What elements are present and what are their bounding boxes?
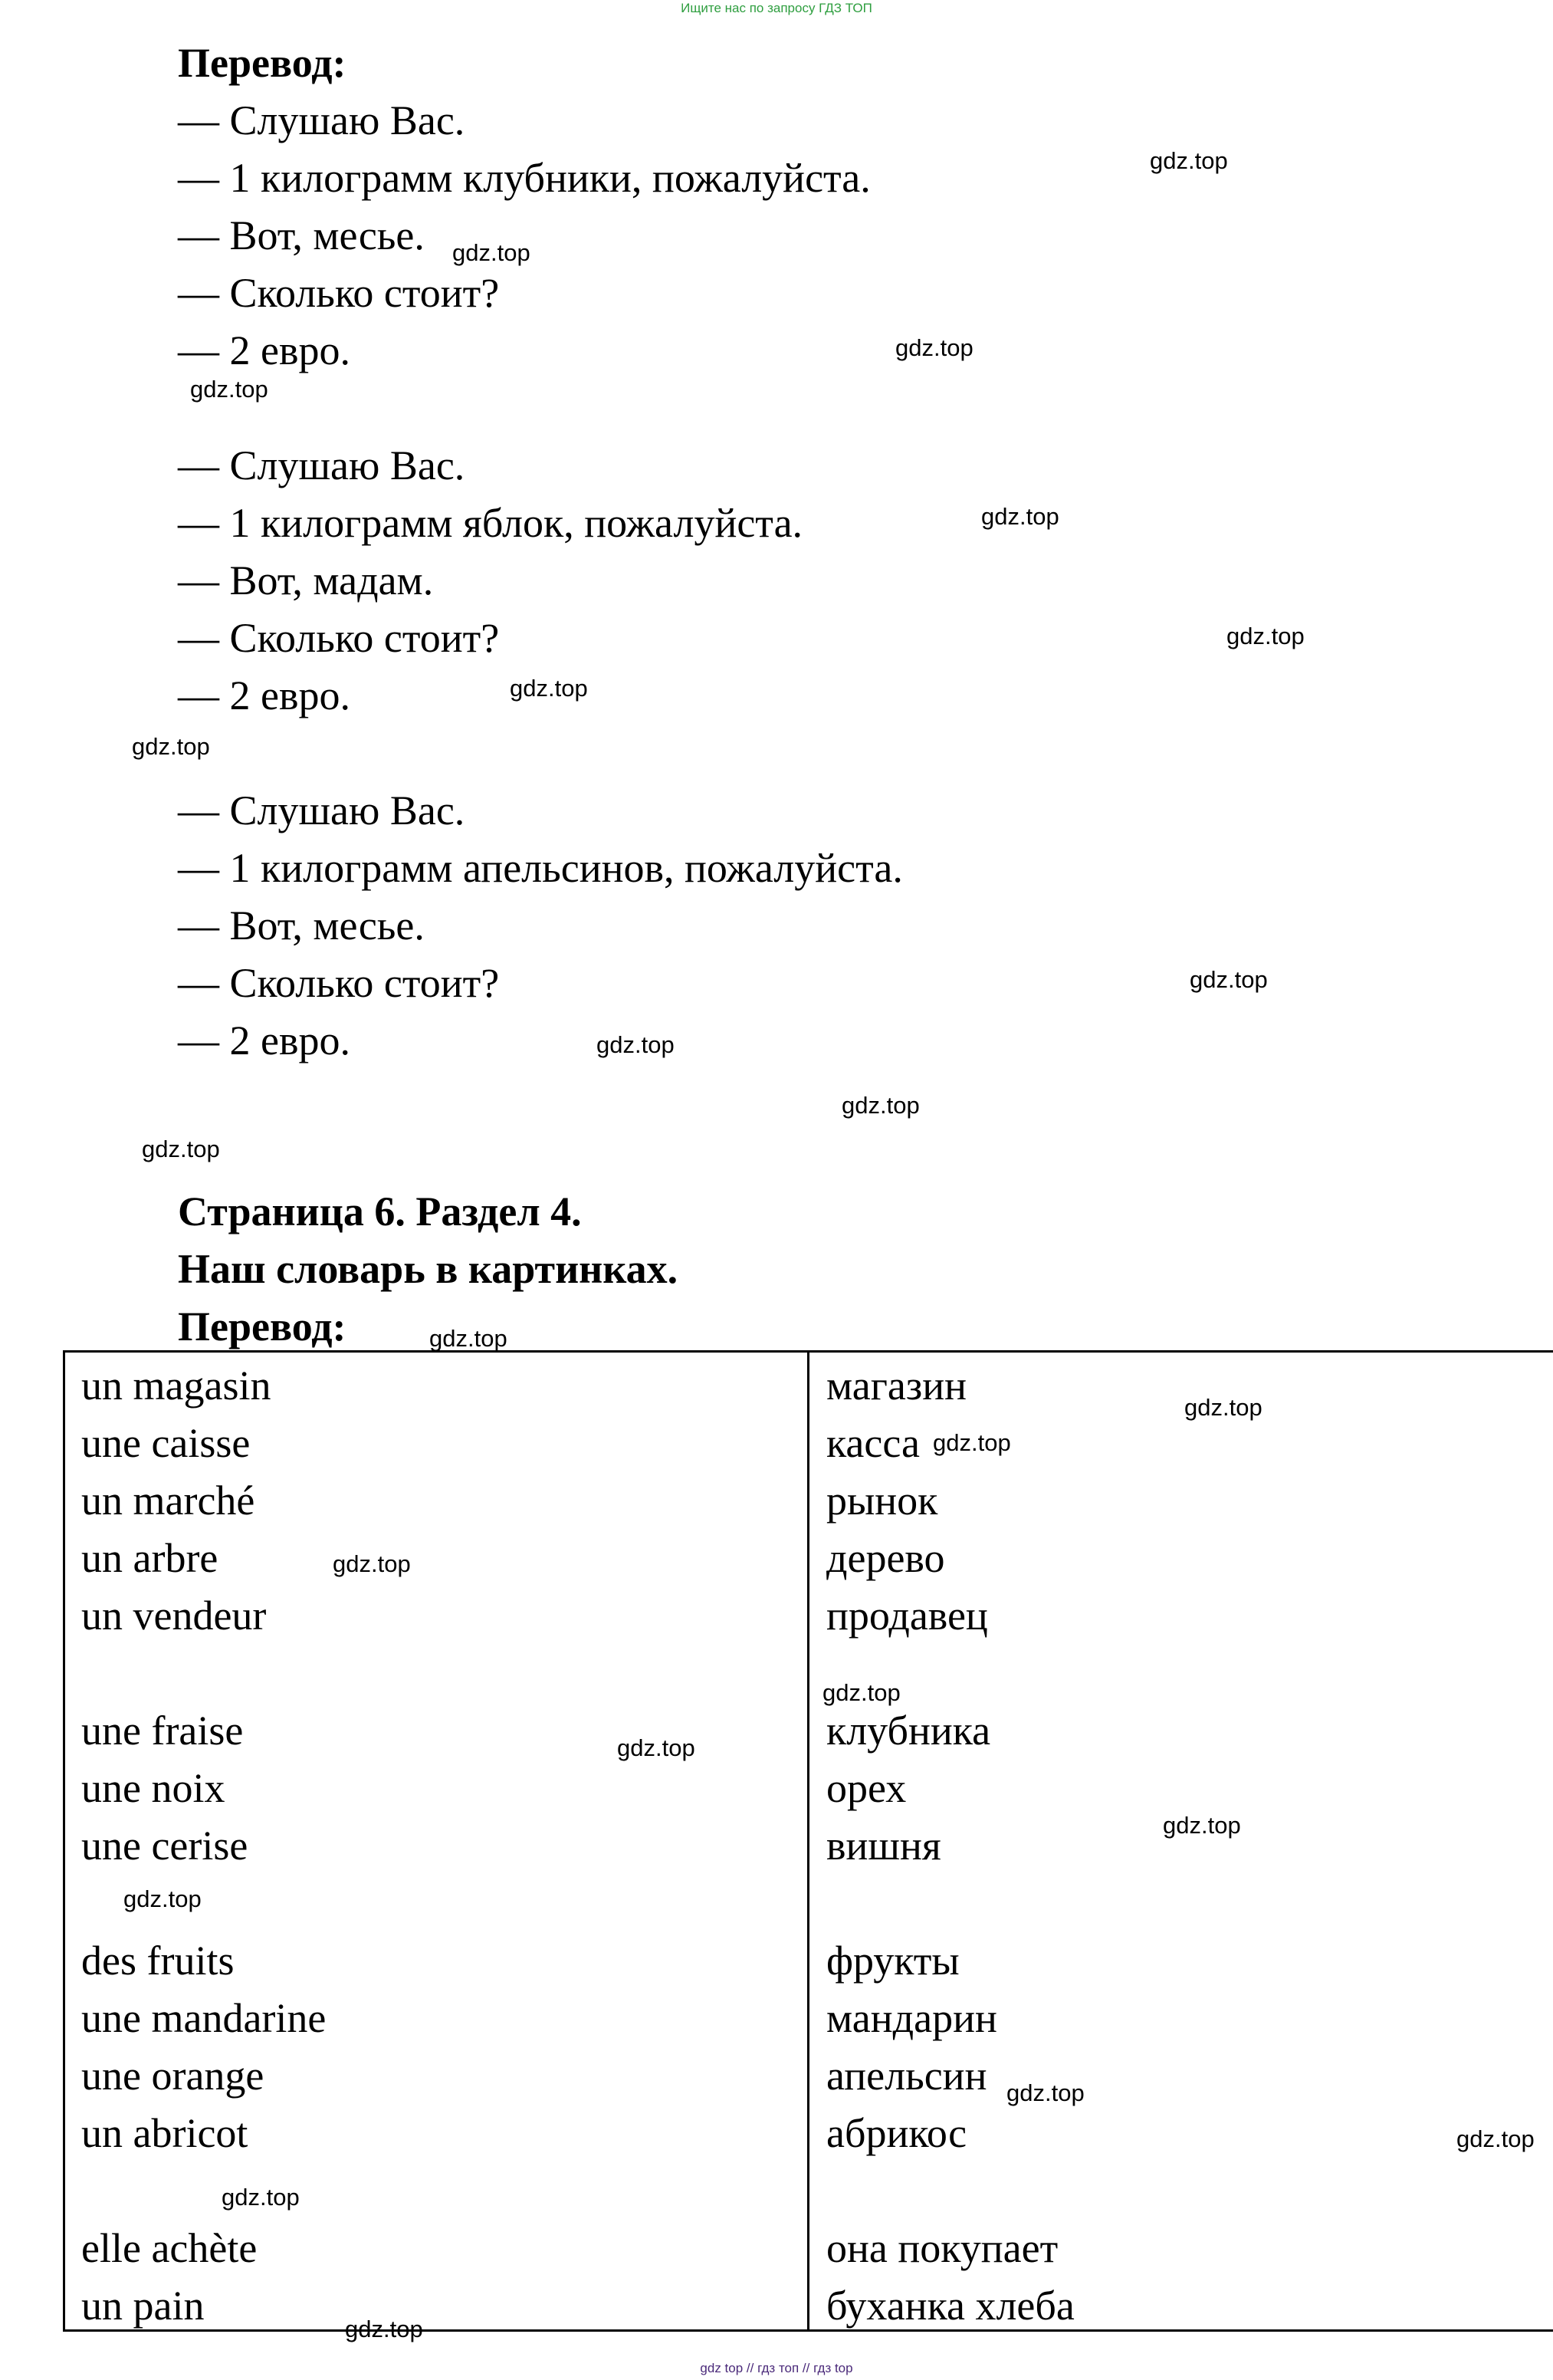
vocab-french-2: une caisse [81,1420,251,1466]
vocab-russian-9: фрукты [826,1938,960,1984]
vocab-french-14: un pain [81,2283,205,2329]
dialog1-line-5: — 2 евро. [178,327,350,373]
dialog3-line-5: — 2 евро. [178,1017,350,1063]
watermark: gdz.top [452,239,530,266]
watermark: gdz.top [345,2316,423,2342]
section-subtitle: Наш словарь в картинках. [178,1246,678,1292]
dialog3-line-2: — 1 килограмм апельсинов, пожалуйста. [178,845,903,891]
watermark: gdz.top [617,1734,695,1761]
watermark: gdz.top [1150,147,1228,174]
watermark: gdz.top [190,376,268,403]
vocab-russian-14: буханка хлеба [826,2283,1075,2329]
vocab-french-6: une fraise [81,1708,244,1754]
vocab-russian-6: клубника [826,1708,991,1754]
footer [0,2360,1553,2377]
section-heading: Перевод: [178,1303,346,1349]
watermark: gdz.top [333,1550,411,1577]
watermark: gdz.top [132,733,210,760]
watermark: gdz.top [1006,2079,1085,2106]
vocab-russian-13: она покупает [826,2225,1059,2271]
watermark: gdz.top [822,1679,901,1706]
vocab-french-5: un vendeur [81,1593,267,1639]
dialog2-line-3: — Вот, мадам. [178,557,434,603]
vocab-french-12: un abricot [81,2110,248,2156]
watermark: gdz.top [1190,966,1268,993]
dialog1-line-3: — Вот, месье. [178,212,425,258]
watermark: gdz.top [933,1429,1011,1456]
dialog3-line-1: — Слушаю Вас. [178,787,465,833]
watermark: gdz.top [222,2184,300,2211]
dialog3-line-3: — Вот, месье. [178,902,425,948]
watermark: gdz.top [123,1885,202,1912]
vocab-russian-4: дерево [826,1535,945,1581]
vocab-french-10: une mandarine [81,1995,327,2041]
dialog2-line-2: — 1 килограмм яблок, пожалуйста. [178,500,803,546]
watermark: gdz.top [1226,623,1305,649]
watermark: gdz.top [1184,1394,1262,1421]
vocab-french-13: elle achète [81,2225,258,2271]
watermark: gdz.top [981,503,1059,530]
dialog1-line-4: — Сколько стоит? [178,270,500,316]
vocab-french-4: un arbre [81,1535,218,1581]
section-title: Страница 6. Раздел 4. [178,1188,582,1234]
banner-text: Ищите нас по запросу ГДЗ ТОП [681,1,872,15]
vocab-french-9: des fruits [81,1938,235,1984]
vocab-russian-1: магазин [826,1363,967,1409]
vocab-russian-3: рынок [826,1478,938,1524]
watermark: gdz.top [895,334,973,361]
vocab-russian-11: апельсин [826,2053,987,2099]
watermark: gdz.top [429,1325,507,1352]
dialog1-line-2: — 1 килограмм клубники, пожалуйста. [178,155,871,201]
vocab-russian-7: орех [826,1765,907,1811]
vocab-russian-12: абрикос [826,2110,967,2156]
dialog1-line-1: — Слушаю Вас. [178,97,465,143]
table-column-divider [807,1350,809,2332]
vocab-french-11: une orange [81,2053,264,2099]
vocab-french-7: une noix [81,1765,225,1811]
vocab-russian-10: мандарин [826,1995,997,2041]
vocab-russian-5: продавец [826,1593,988,1639]
footer-text: gdz top // гдз топ // гдз top [700,2361,853,2375]
translation-heading: Перевод: [178,40,346,86]
dialog2-line-4: — Сколько стоит? [178,615,500,661]
dialog2-line-5: — 2 евро. [178,672,350,718]
top-banner [0,0,1553,17]
vocab-russian-2: касса [826,1420,920,1466]
watermark: gdz.top [142,1136,220,1162]
vocab-french-8: une cerise [81,1823,248,1869]
watermark: gdz.top [842,1092,920,1119]
vocab-french-3: un marché [81,1478,255,1524]
dialog2-line-1: — Слушаю Вас. [178,442,465,488]
vocab-russian-8: вишня [826,1823,941,1869]
watermark: gdz.top [1456,2125,1535,2152]
vocab-french-1: un magasin [81,1363,271,1409]
watermark: gdz.top [1163,1812,1241,1839]
watermark: gdz.top [510,675,588,702]
watermark: gdz.top [596,1031,675,1058]
dialog3-line-4: — Сколько стоит? [178,960,500,1006]
